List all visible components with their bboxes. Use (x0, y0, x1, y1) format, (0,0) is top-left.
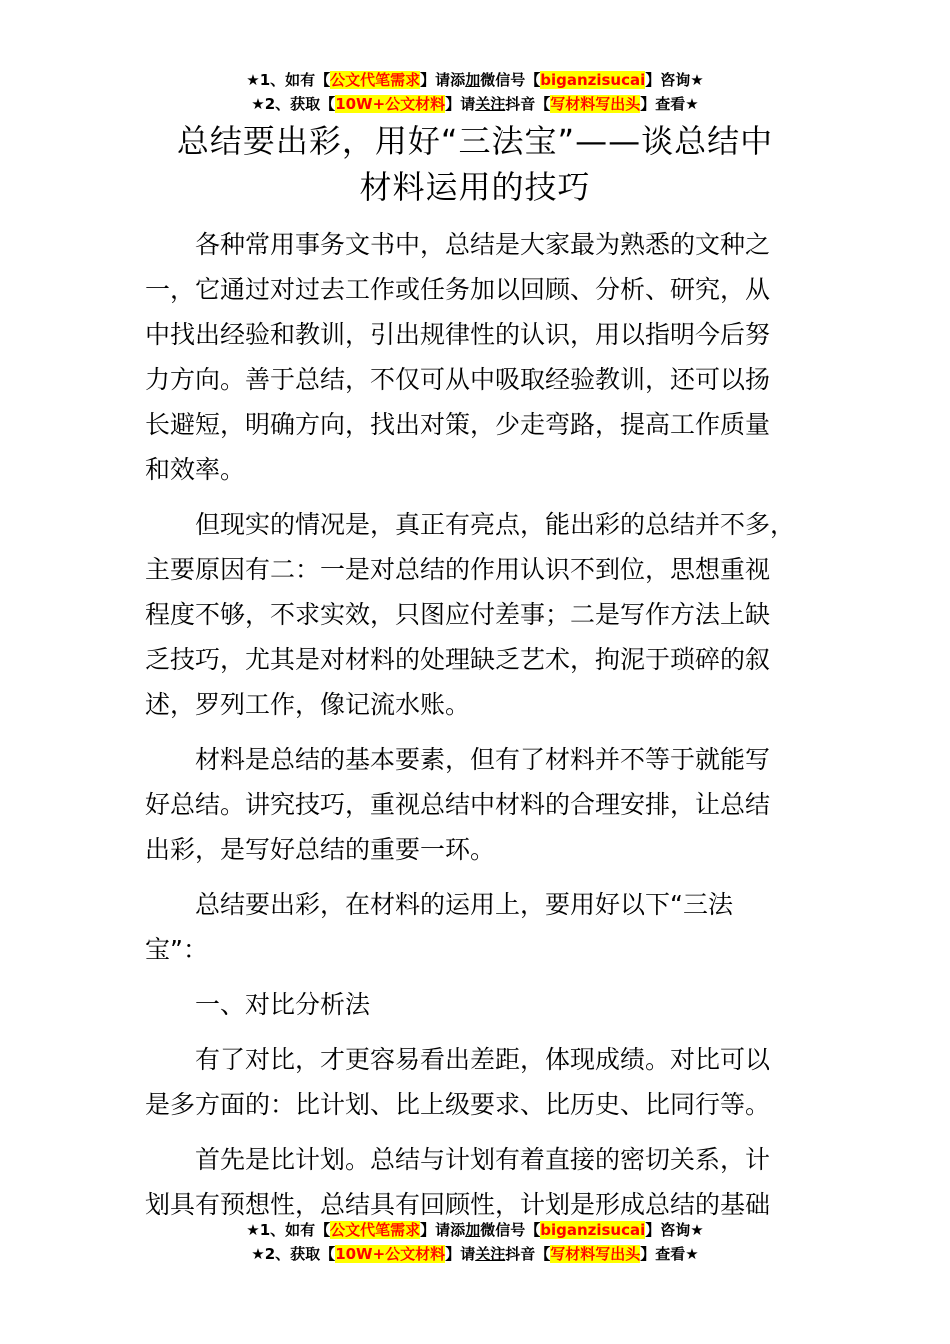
text-line: 有了对比，才更容易看出差距，体现成绩。对比可以 (195, 1045, 771, 1074)
promo-line-1: ★1、如有【公文代笔需求】请添加微信号【biganzisucai】咨询★ (246, 71, 704, 89)
section-heading (145, 982, 810, 1027)
text-line: 程度不够，不求实效，只图应付差事；二是写作方法上缺 (145, 600, 771, 629)
paragraph (145, 737, 810, 872)
highlight-douyin-account: 写材料写出头 (550, 95, 641, 113)
highlight-service: 公文代笔需求 (330, 71, 421, 89)
star-icon: ★ (251, 95, 265, 113)
paragraph (145, 1137, 810, 1227)
text-line: 中找出经验和教训，引出规律性的认识，用以指明今后努 (145, 320, 771, 349)
text-line: 但现实的情况是，真正有亮点，能出彩的总结并不多， (195, 510, 796, 539)
text-line: 好总结。讲究技巧，重视总结中材料的合理安排，让总结 (145, 790, 771, 819)
text-line: 和效率。 (145, 455, 246, 484)
text-line: 力方向。善于总结，不仅可从中吸取经验教训，还可以扬 (145, 365, 771, 394)
promo-line-2: ★2、获取【10W+公文材料】请关注抖音【写材料写出头】查看★ (251, 95, 699, 113)
promo-line-1: ★1、如有【公文代笔需求】请添加微信号【biganzisucai】咨询★ (246, 1221, 704, 1239)
highlight-materials: 10W+公文材料 (335, 1245, 446, 1263)
text-line: 各种常用事务文书中，总结是大家最为熟悉的文种之 (195, 230, 771, 259)
text-line: 出彩，是写好总结的重要一环。 (145, 835, 496, 864)
title-line-1: 总结要出彩，用好“三法宝”——谈总结中 (176, 122, 774, 160)
header-promo-banner (0, 68, 950, 116)
paragraph (145, 222, 810, 492)
highlight-wechat-id: biganzisucai (540, 71, 646, 89)
title-line-2: 材料运用的技巧 (359, 168, 591, 206)
paragraph (145, 1037, 810, 1127)
text-line: 一，它通过对过去工作或任务加以回顾、分析、研究，从 (145, 275, 771, 304)
text-line: 长避短，明确方向，找出对策，少走弯路，提高工作质量 (145, 410, 771, 439)
text-line: 主要原因有二：一是对总结的作用认识不到位，思想重视 (145, 555, 771, 584)
highlight-wechat-id: biganzisucai (540, 1221, 646, 1239)
document-body (145, 222, 810, 1237)
text-line: 总结要出彩，在材料的运用上，要用好以下“三法 (195, 890, 733, 919)
text-line: 划具有预想性，总结具有回顾性，计划是形成总结的基础 (145, 1190, 771, 1219)
document-title (145, 118, 805, 210)
text-line: 材料是总结的基本要素，但有了材料并不等于就能写 (195, 745, 771, 774)
text-line: 宝”： (145, 935, 208, 964)
text-line: 述，罗列工作，像记流水账。 (145, 690, 471, 719)
star-icon: ★ (251, 1245, 265, 1263)
footer-promo-banner (0, 1218, 950, 1266)
text-line: 乏技巧，尤其是对材料的处理缺乏艺术，拘泥于琐碎的叙 (145, 645, 771, 674)
highlight-materials: 10W+公文材料 (335, 95, 446, 113)
paragraph (145, 502, 810, 727)
text-line: 首先是比计划。总结与计划有着直接的密切关系，计 (195, 1145, 771, 1174)
highlight-service: 公文代笔需求 (330, 1221, 421, 1239)
star-icon: ★ (246, 71, 260, 89)
promo-line-2: ★2、获取【10W+公文材料】请关注抖音【写材料写出头】查看★ (251, 1245, 699, 1263)
star-icon: ★ (246, 1221, 260, 1239)
text-line: 是多方面的：比计划、比上级要求、比历史、比同行等。 (145, 1090, 771, 1119)
heading-line: 一、对比分析法 (195, 990, 371, 1019)
highlight-douyin-account: 写材料写出头 (550, 1245, 641, 1263)
paragraph (145, 882, 810, 972)
